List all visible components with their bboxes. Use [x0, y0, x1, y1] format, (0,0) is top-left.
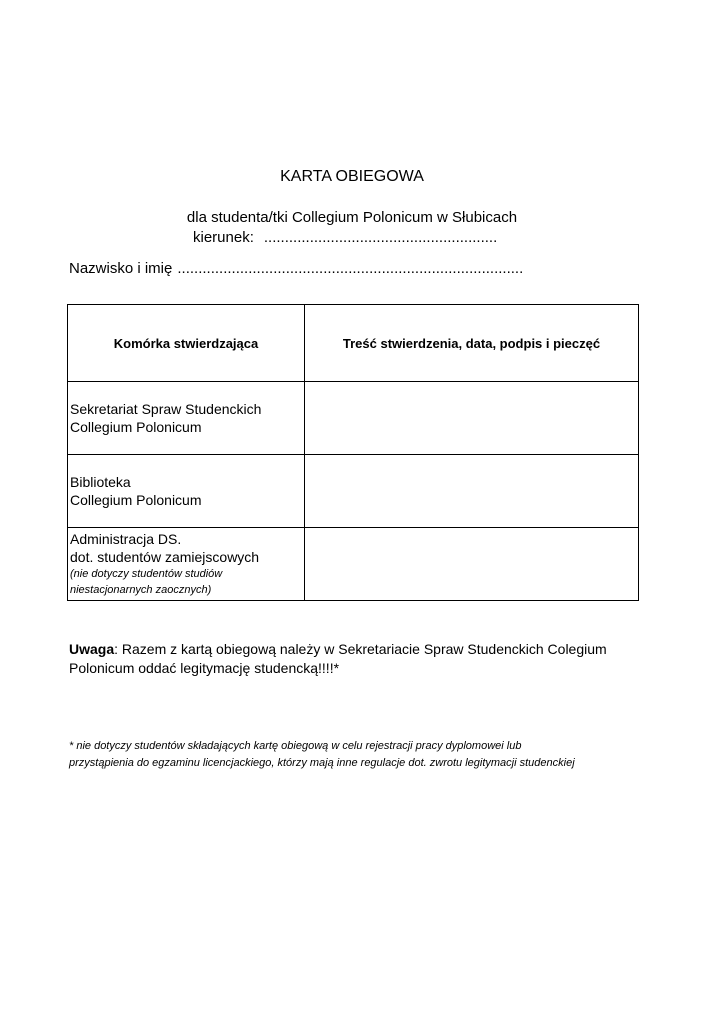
- unit-cell: [68, 455, 305, 528]
- notice-text: Polonicum oddać legitymację studencką!!!!*: [69, 660, 340, 676]
- name-line: [69, 260, 523, 277]
- kierunek-label: kierunek:: [193, 229, 254, 246]
- table-header-row: [68, 305, 639, 382]
- confirmation-cell[interactable]: [305, 528, 639, 601]
- unit-cell: [68, 382, 305, 455]
- notice-label: Uwaga: [69, 641, 115, 657]
- name-field[interactable]: ...................................................................................: [177, 260, 524, 277]
- table-row: [68, 455, 639, 528]
- confirmation-cell[interactable]: [305, 455, 639, 528]
- unit-name: Administracja DS.: [70, 531, 182, 547]
- name-label: Nazwisko i imię: [69, 260, 173, 277]
- document-title: KARTA OBIEGOWA: [280, 168, 424, 185]
- table-row: [68, 382, 639, 455]
- footnote-text: * nie dotyczy studentów składających kartę obiegową w celu rejestracji pracy dyplomowei lub: [69, 740, 522, 752]
- clearance-table: [67, 304, 639, 601]
- kierunek-line: [193, 229, 497, 246]
- unit-name: Sekretariat Spraw Studenckich: [70, 401, 262, 417]
- unit-institution: Collegium Polonicum: [70, 419, 202, 435]
- unit-description: dot. studentów zamiejscowych: [70, 549, 260, 565]
- table-row: [68, 528, 639, 601]
- header-confirmation: Treść stwierdzenia, data, podpis i pieczęć: [305, 305, 639, 382]
- notice-text: : Razem z kartą obiegową należy w Sekretariacie Spraw Studenckich Colegium: [114, 641, 607, 657]
- unit-note: niestacjonarnych zaocznych): [70, 584, 212, 596]
- unit-institution: Collegium Polonicum: [70, 492, 202, 508]
- document-subtitle: dla studenta/tki Collegium Polonicum w Słubicach: [186, 209, 518, 226]
- footnote: [69, 738, 669, 772]
- unit-cell: [68, 528, 305, 601]
- footnote-text: przystąpienia do egzaminu licencjackiego, którzy mają inne regulacje dot. zwrotu legitymacji studenckiej: [69, 757, 575, 769]
- confirmation-cell[interactable]: [305, 382, 639, 455]
- notice: [69, 640, 659, 678]
- unit-note: (nie dotyczy studentów studiów: [70, 568, 223, 580]
- unit-name: Biblioteka: [70, 474, 131, 490]
- kierunek-field[interactable]: ........................................................: [263, 229, 498, 246]
- header-unit: Komórka stwierdzająca: [68, 305, 305, 382]
